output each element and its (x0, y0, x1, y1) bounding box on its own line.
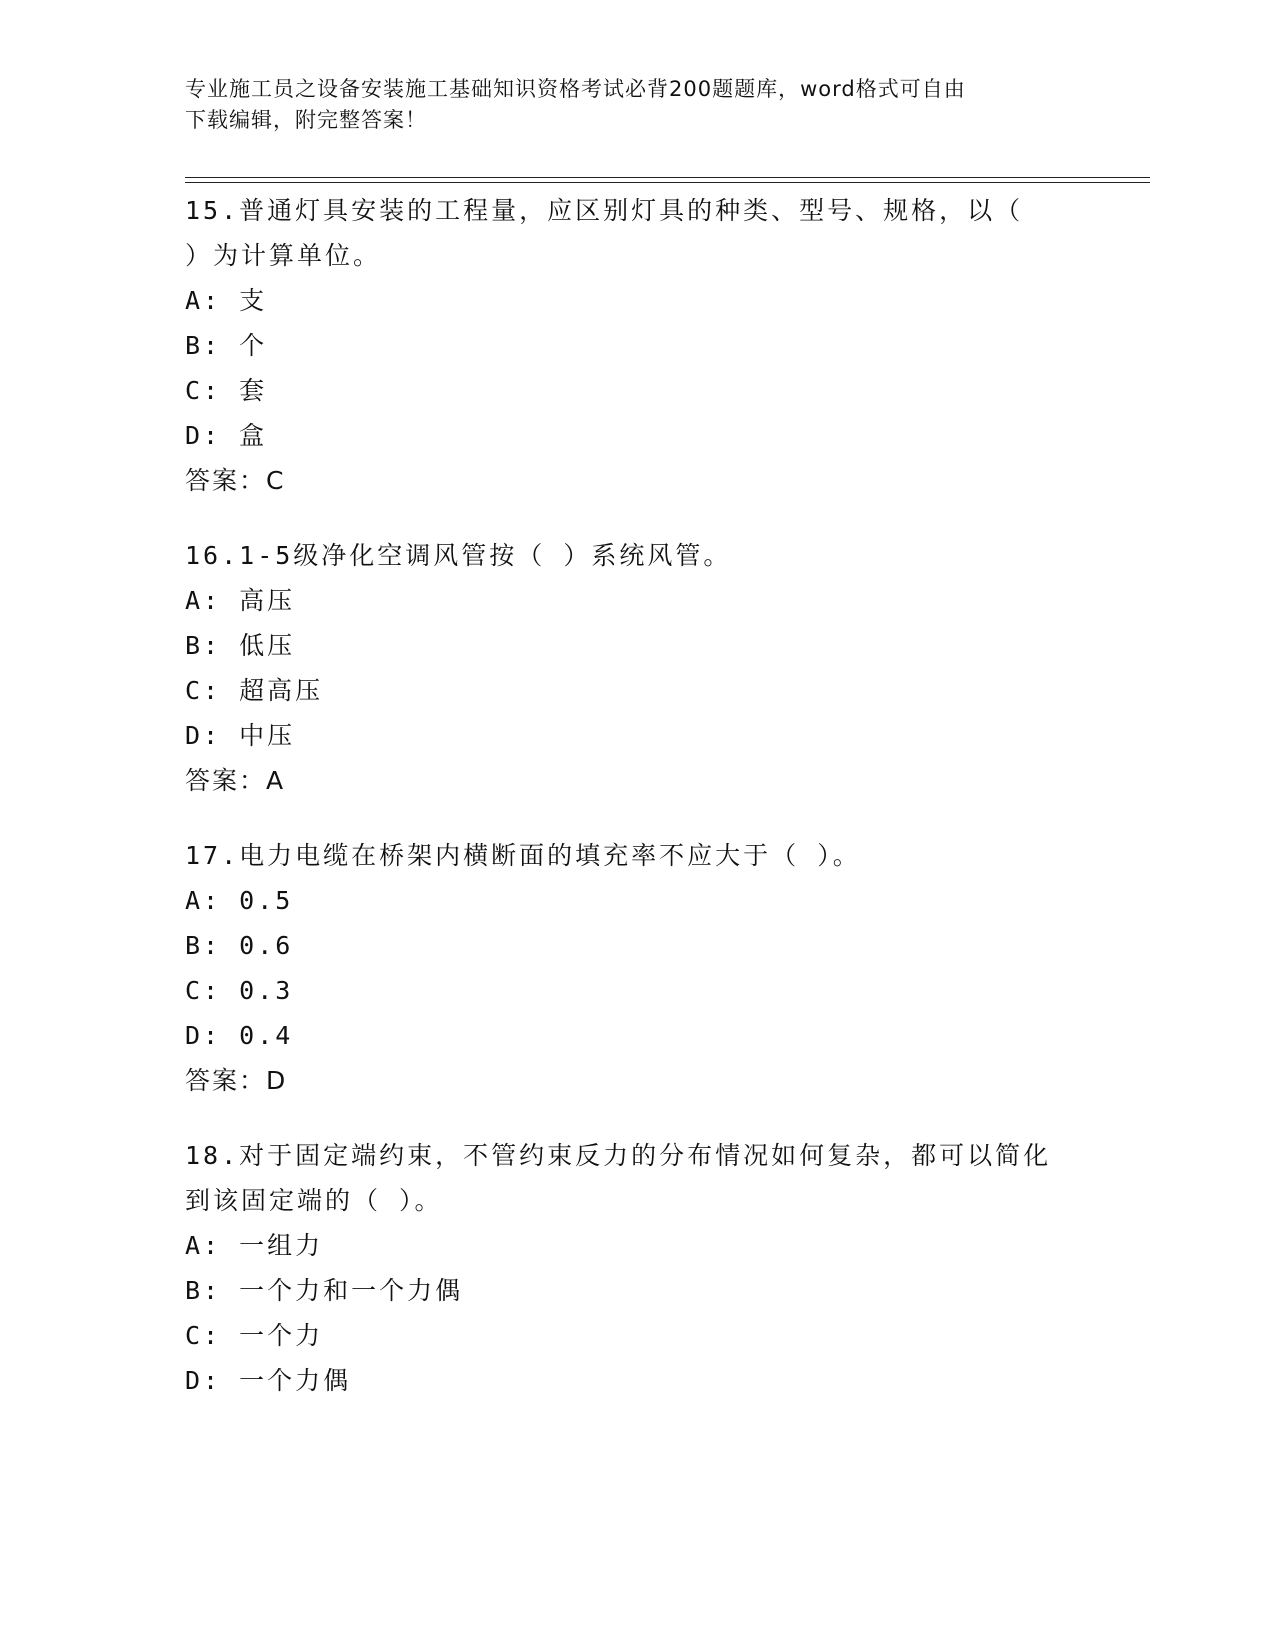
option-a: A: 高压 (185, 586, 296, 615)
option-d: D: 一个力偶 (185, 1366, 352, 1395)
answer-line: 答案：C (185, 466, 286, 495)
question-text-line: 18.对于固定端约束，不管约束反力的分布情况如何复杂，都可以简化 (185, 1141, 1052, 1170)
option-b: B: 个 (185, 331, 268, 360)
header-line-2: 下载编辑，附完整答案！ (185, 108, 427, 132)
question-text (185, 833, 1085, 878)
question-text (185, 533, 1085, 578)
option-c: C: 套 (185, 376, 268, 405)
option-a: A: 一组力 (185, 1231, 324, 1260)
option-c: C: 一个力 (185, 1321, 324, 1350)
question-18 (185, 1133, 1085, 1403)
option-d: D: 盒 (185, 421, 268, 450)
option-b: B: 一个力和一个力偶 (185, 1276, 464, 1305)
question-text-line: ）为计算单位。 (185, 241, 382, 270)
option-d: D: 中压 (185, 721, 296, 750)
option-b: B: 低压 (185, 631, 296, 660)
option-b: B: 0.6 (185, 931, 294, 960)
question-text (185, 1133, 1085, 1223)
option-d: D: 0.4 (185, 1021, 294, 1050)
question-text-line: 15.普通灯具安装的工程量，应区别灯具的种类、型号、规格，以（ (185, 196, 1024, 225)
question-text-line: 16.1-5级净化空调风管按（ ）系统风管。 (185, 541, 732, 570)
option-c: C: 0.3 (185, 976, 294, 1005)
question-16 (185, 533, 1085, 803)
question-text (185, 188, 1085, 278)
document-header (185, 74, 1065, 136)
option-a: A: 支 (185, 286, 268, 315)
header-divider-top (185, 177, 1150, 178)
question-17 (185, 833, 1085, 1103)
header-line-1: 专业施工员之设备安装施工基础知识资格考试必背200题题库，word格式可自由 (185, 77, 966, 101)
question-list (185, 188, 1085, 1433)
question-text-line: 17.电力电缆在桥架内横断面的填充率不应大于（ ）。 (185, 841, 861, 870)
option-c: C: 超高压 (185, 676, 324, 705)
question-15 (185, 188, 1085, 503)
header-divider-bottom (185, 182, 1150, 183)
option-a: A: 0.5 (185, 886, 294, 915)
question-text-line: 到该固定端的（ ）。 (185, 1186, 443, 1215)
answer-line: 答案：A (185, 766, 286, 795)
answer-line: 答案：D (185, 1066, 288, 1095)
